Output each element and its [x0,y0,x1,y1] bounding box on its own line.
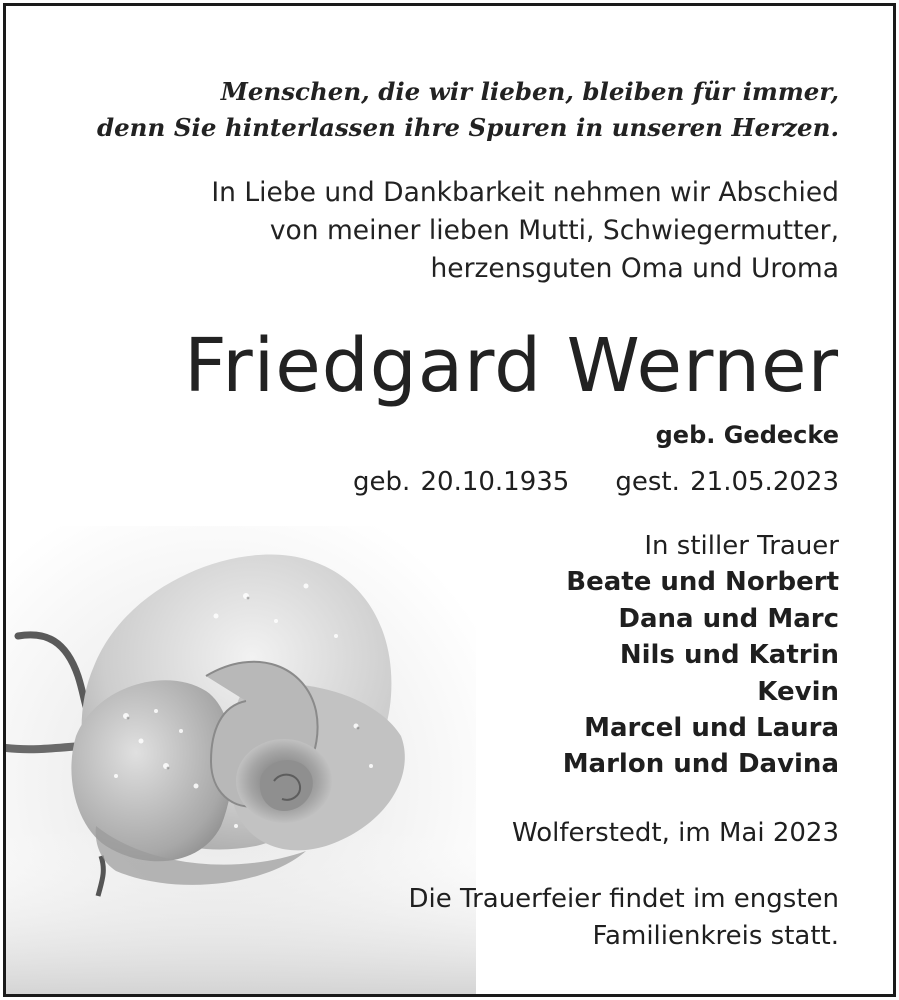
deceased-name: Friedgard Werner [184,323,839,409]
death-date: gest. 21.05.2023 [615,467,839,497]
birth-date: geb. 20.10.1935 [352,467,570,497]
life-dates [353,463,839,501]
place-and-date: Wolferstedt, im Mai 2023 [512,818,839,848]
intro-line-1: In Liebe und Dankbarkeit nehmen wir Abschied [211,177,839,208]
mourner-name: Beate und Norbert [566,567,839,598]
mourner-name: Marlon und Davina [562,749,839,780]
intro-line-3: herzensguten Oma und Uroma [430,253,839,284]
funeral-note-line-2: Familienkreis statt. [592,921,839,951]
quote-line-2: denn Sie hinterlassen ihre Spuren in unseren Herzen. [96,113,839,142]
mourner-name: Dana und Marc [618,603,839,634]
farewell-intro [211,174,839,288]
mourner-name: Kevin [757,676,839,707]
mourners-list [563,528,839,783]
intro-line-2: von meiner lieben Mutti, Schwiegermutter, [269,215,839,246]
obituary-notice [3,3,896,997]
mourner-name: Marcel und Laura [584,713,839,744]
funeral-note [409,881,840,955]
mourners-heading: In stiller Trauer [644,531,839,561]
quote-line-1: Menschen, die wir lieben, bleiben für immer, [220,77,839,106]
mourner-name: Nils und Katrin [619,640,839,671]
birth-name: geb. Gedecke [655,421,839,449]
rose-image [6,526,476,994]
funeral-note-line-1: Die Trauerfeier findet im engsten [408,884,839,914]
memorial-quote [97,74,839,146]
